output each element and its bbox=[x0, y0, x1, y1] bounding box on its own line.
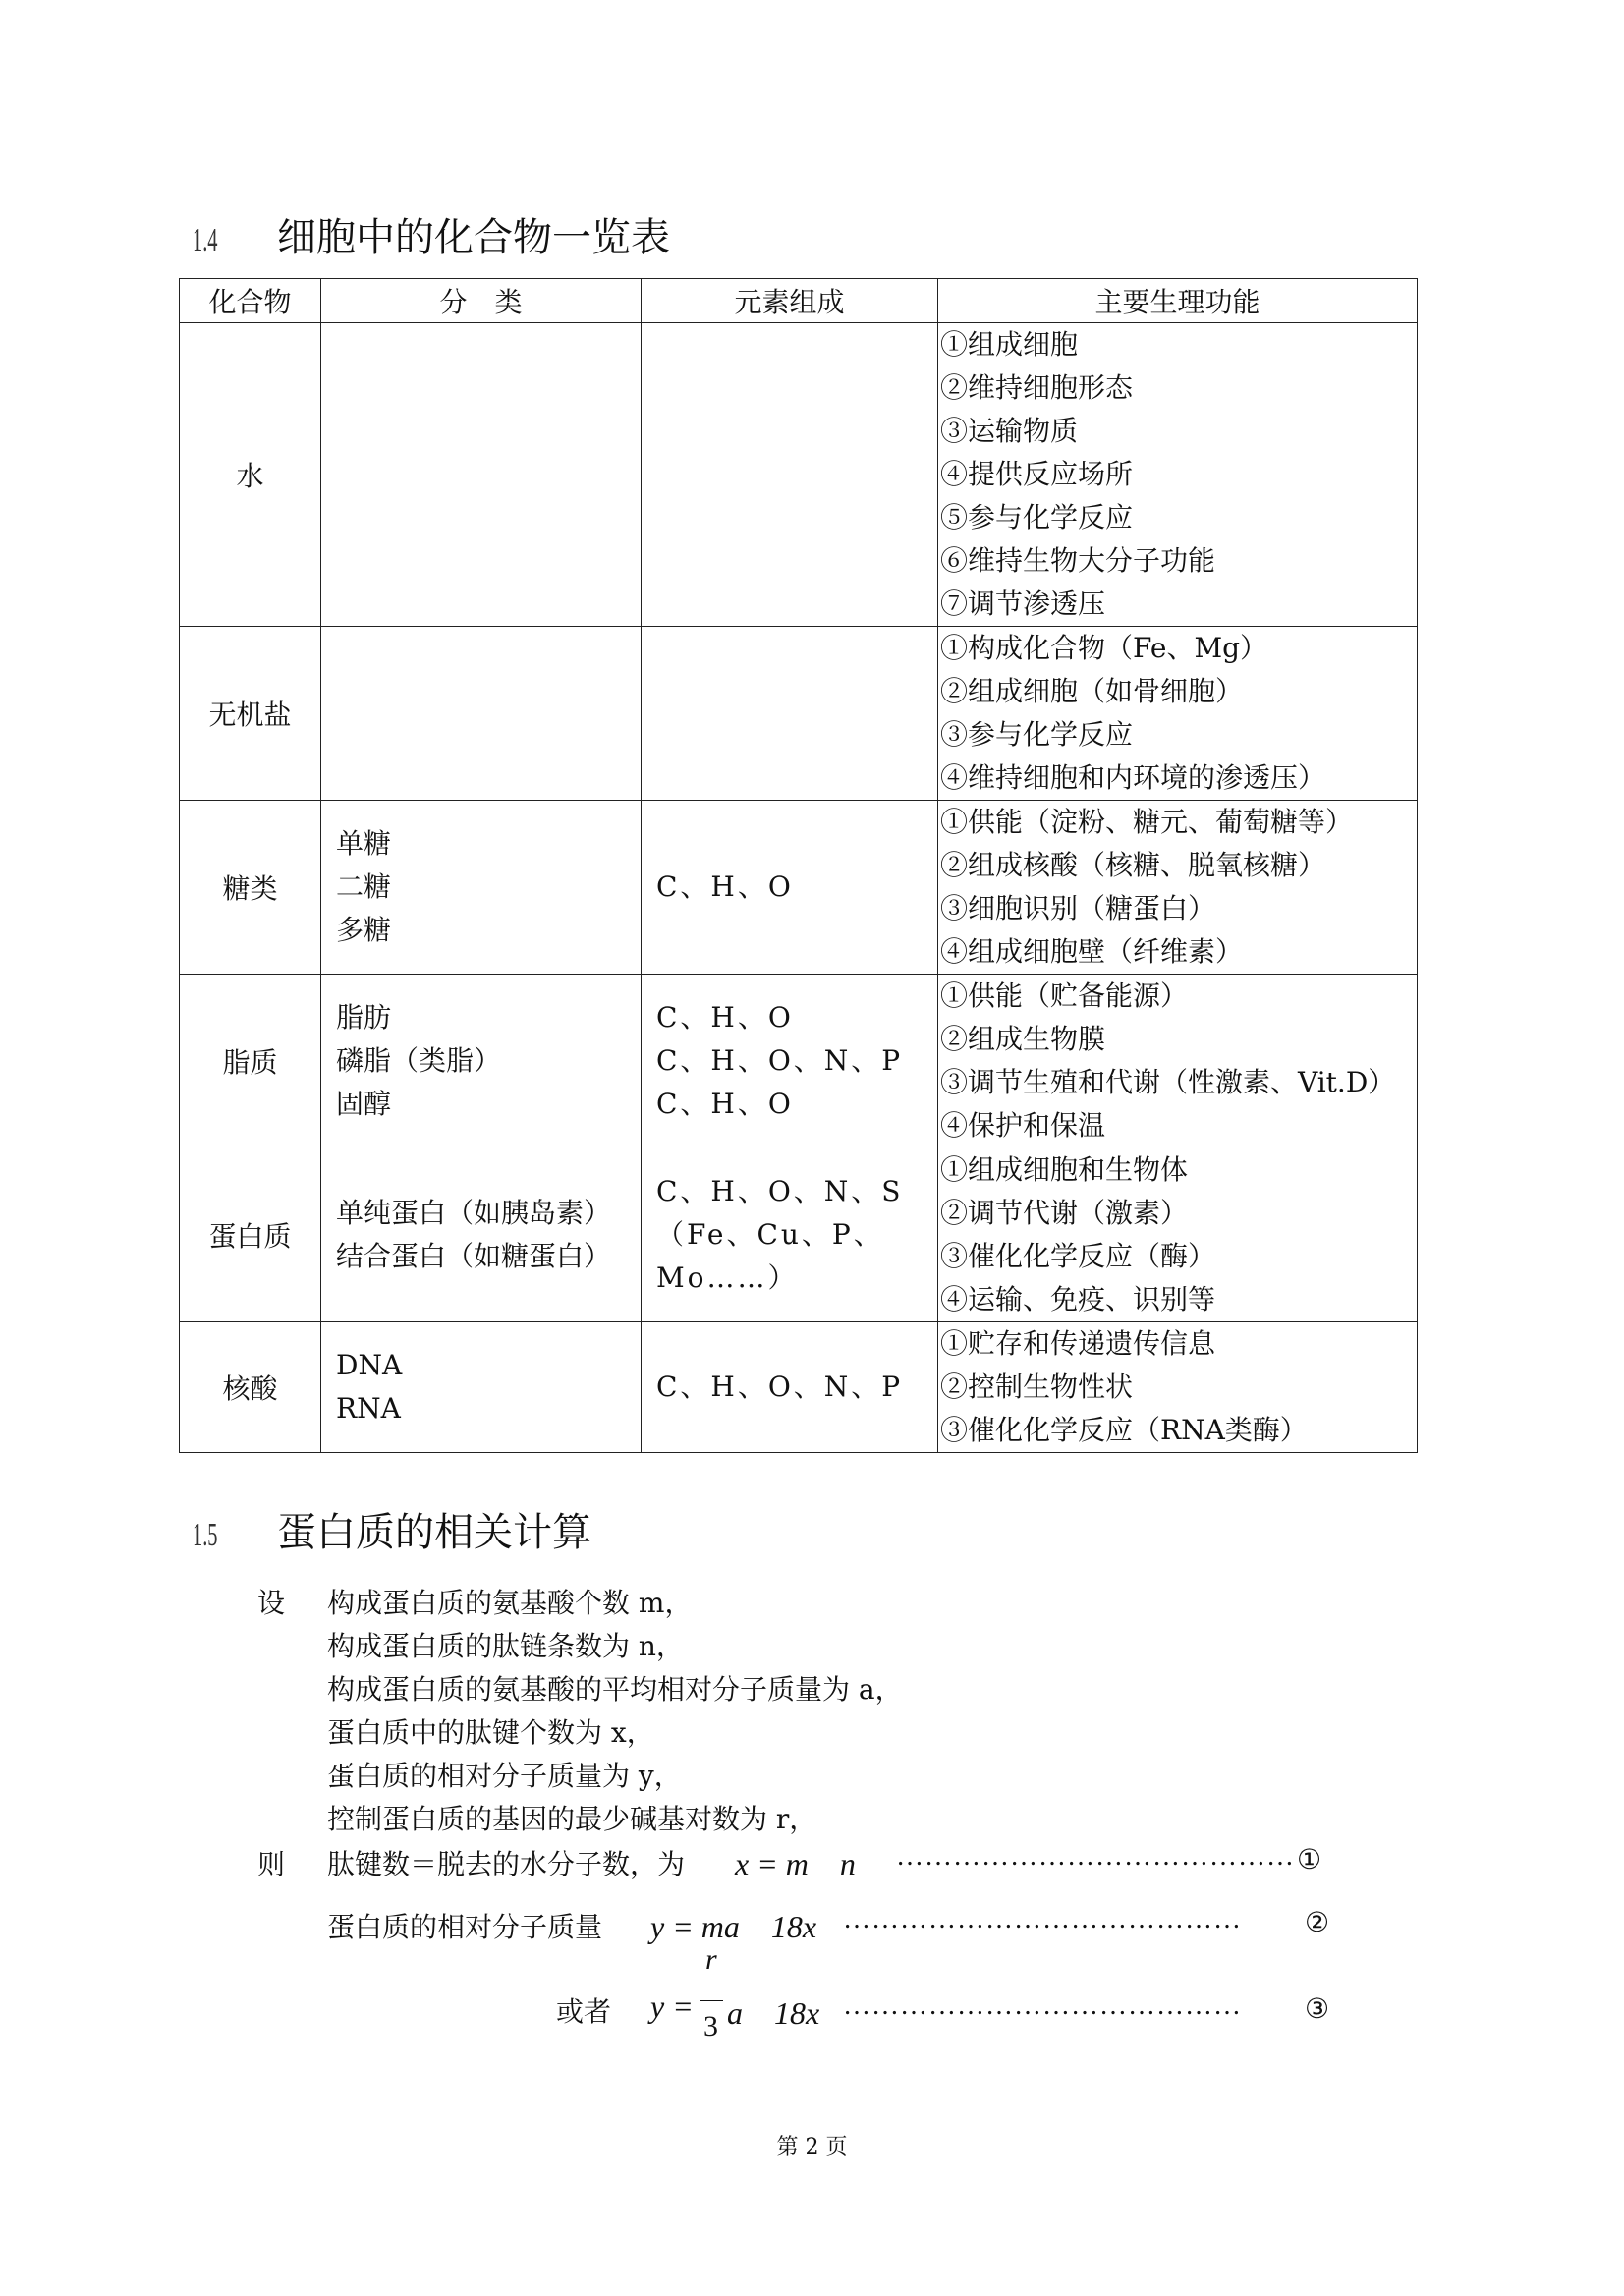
function-item: ②组成核酸（核糖、脱氧核糖） bbox=[940, 849, 1326, 881]
formula-3-rest: a 18x bbox=[727, 1995, 820, 2031]
function-item: ①供能（淀粉、糖元、葡萄糖等） bbox=[940, 806, 1354, 838]
function-item: ④组成细胞壁（纤维素） bbox=[940, 935, 1244, 968]
category-cell bbox=[321, 1322, 642, 1453]
table-row bbox=[180, 323, 1418, 627]
definition-line: 蛋白质的相对分子质量为 y， bbox=[327, 1760, 682, 1792]
function-item: ②控制生物性状 bbox=[940, 1371, 1134, 1403]
functions-cell bbox=[938, 1322, 1418, 1453]
section-title: 蛋白质的相关计算 bbox=[277, 1510, 591, 1555]
element-item: C、H、O bbox=[656, 1001, 794, 1034]
functions-cell bbox=[938, 627, 1418, 801]
functions-cell bbox=[938, 323, 1418, 627]
definition-line: 构成蛋白质的肽链条数为 n， bbox=[327, 1630, 684, 1662]
compound-name: 水 bbox=[180, 323, 321, 627]
element-item: C、H、O、N、P bbox=[656, 1371, 904, 1403]
function-item: ①贮存和传递遗传信息 bbox=[940, 1327, 1216, 1360]
fraction-bar bbox=[700, 2000, 723, 2001]
category-item: 磷脂（类脂） bbox=[336, 1044, 502, 1077]
category-cell bbox=[321, 801, 642, 975]
formula-3-label: 或者 bbox=[556, 1995, 612, 2028]
element-item: Mo……） bbox=[656, 1261, 799, 1294]
function-item: ①供能（贮备能源） bbox=[940, 980, 1189, 1012]
category-item: 固醇 bbox=[336, 1088, 392, 1120]
table-row bbox=[180, 1148, 1418, 1322]
header-category: 分 类 bbox=[321, 279, 642, 323]
element-item: C、H、O bbox=[656, 870, 794, 903]
element-item: （Fe、Cu、P、 bbox=[656, 1218, 884, 1251]
function-item: ③运输物质 bbox=[940, 415, 1079, 447]
category-cell bbox=[321, 323, 642, 627]
function-item: ⑤参与化学反应 bbox=[940, 501, 1134, 533]
function-item: ⑦调节渗透压 bbox=[940, 588, 1106, 620]
function-item: ④保护和保温 bbox=[940, 1109, 1106, 1142]
definition-line: 控制蛋白质的基因的最少碱基对数为 r， bbox=[327, 1803, 817, 1835]
formula-2-label: 蛋白质的相对分子质量 bbox=[327, 1911, 603, 1943]
compound-name: 无机盐 bbox=[180, 627, 321, 801]
compound-name: 蛋白质 bbox=[180, 1148, 321, 1322]
elements-cell bbox=[642, 1148, 938, 1322]
definition-line: 构成蛋白质的氨基酸个数 m， bbox=[327, 1587, 693, 1619]
element-item: C、H、O、N、P bbox=[656, 1044, 904, 1077]
function-item: ③细胞识别（糖蛋白） bbox=[940, 892, 1216, 924]
formula-3-marker: ③ bbox=[1305, 1992, 1330, 2025]
let-word: 设 bbox=[257, 1587, 286, 1619]
element-item: C、H、O bbox=[656, 1088, 794, 1120]
elements-cell bbox=[642, 801, 938, 975]
functions-cell bbox=[938, 975, 1418, 1148]
function-item: ④提供反应场所 bbox=[940, 458, 1134, 490]
function-item: ③催化化学反应（RNA类酶） bbox=[940, 1414, 1308, 1446]
function-item: ②维持细胞形态 bbox=[940, 371, 1134, 404]
section-title: 细胞中的化合物一览表 bbox=[277, 215, 670, 260]
category-item: 二糖 bbox=[336, 870, 392, 903]
formula-3-leader-dots: …………………………………… bbox=[843, 1990, 1242, 2021]
section-number: 1.5 bbox=[193, 1517, 218, 1553]
function-item: ③参与化学反应 bbox=[940, 718, 1134, 751]
functions-cell bbox=[938, 1148, 1418, 1322]
formula-2-marker: ② bbox=[1305, 1906, 1330, 1938]
header-elements: 元素组成 bbox=[642, 279, 938, 323]
category-item: 脂肪 bbox=[336, 1001, 392, 1034]
table-row bbox=[180, 975, 1418, 1148]
header-compound: 化合物 bbox=[180, 279, 321, 323]
category-item: RNA bbox=[336, 1392, 401, 1425]
section-heading-1-5 bbox=[193, 1501, 591, 1557]
category-cell bbox=[321, 627, 642, 801]
formula-3-lhs: y = bbox=[650, 1988, 694, 2024]
function-item: ②组成细胞（如骨细胞） bbox=[940, 675, 1244, 707]
category-item: 单纯蛋白（如胰岛素） bbox=[336, 1197, 612, 1229]
section-number: 1.4 bbox=[193, 222, 218, 258]
elements-cell bbox=[642, 975, 938, 1148]
formula-1-marker: ① bbox=[1297, 1843, 1322, 1876]
formula-1-leader-dots: …………………………………… bbox=[896, 1841, 1295, 1872]
compound-name: 糖类 bbox=[180, 801, 321, 975]
function-item: ④维持细胞和内环境的渗透压） bbox=[940, 761, 1326, 794]
formula-2-expression: y = ma 18x bbox=[650, 1909, 817, 1944]
function-item: ①构成化合物（Fe、Mg） bbox=[940, 632, 1268, 664]
section-heading-1-4 bbox=[193, 206, 670, 262]
category-item: DNA bbox=[336, 1349, 403, 1381]
elements-cell bbox=[642, 627, 938, 801]
function-item: ⑥维持生物大分子功能 bbox=[940, 544, 1216, 577]
category-item: 结合蛋白（如糖蛋白） bbox=[336, 1240, 612, 1272]
function-item: ②调节代谢（激素） bbox=[940, 1197, 1189, 1229]
compound-table bbox=[179, 278, 1418, 1453]
formula-1-label: 肽键数＝脱去的水分子数，为 bbox=[327, 1848, 686, 1880]
category-item: 单糖 bbox=[336, 827, 392, 860]
category-cell bbox=[321, 975, 642, 1148]
definition-line: 构成蛋白质的氨基酸的平均相对分子质量为 a， bbox=[327, 1673, 903, 1706]
formula-1-expression: x = m n bbox=[735, 1846, 856, 1881]
fraction-numerator: r bbox=[705, 1943, 717, 1976]
compound-name: 脂质 bbox=[180, 975, 321, 1148]
then-word: 则 bbox=[257, 1848, 286, 1880]
element-item: C、H、O、N、S bbox=[656, 1175, 904, 1207]
definition-line: 蛋白质中的肽键个数为 x， bbox=[327, 1716, 654, 1749]
page-footer: 第 2 页 bbox=[776, 2135, 848, 2159]
table-row bbox=[180, 1322, 1418, 1453]
function-item: ①组成细胞 bbox=[940, 328, 1079, 361]
category-cell bbox=[321, 1148, 642, 1322]
function-item: ②组成生物膜 bbox=[940, 1023, 1106, 1055]
function-item: ④运输、免疫、识别等 bbox=[940, 1283, 1216, 1316]
fraction-denominator: 3 bbox=[703, 2010, 718, 2043]
table-row bbox=[180, 801, 1418, 975]
table-header-row bbox=[180, 279, 1418, 323]
category-item: 多糖 bbox=[336, 914, 392, 946]
functions-cell bbox=[938, 801, 1418, 975]
formula-2-leader-dots: …………………………………… bbox=[843, 1904, 1242, 1934]
header-functions: 主要生理功能 bbox=[938, 279, 1418, 323]
elements-cell bbox=[642, 323, 938, 627]
function-item: ③调节生殖和代谢（性激素、Vit.D） bbox=[940, 1066, 1396, 1098]
function-item: ③催化化学反应（酶） bbox=[940, 1240, 1216, 1272]
function-item: ①组成细胞和生物体 bbox=[940, 1153, 1189, 1186]
compound-name: 核酸 bbox=[180, 1322, 321, 1453]
elements-cell bbox=[642, 1322, 938, 1453]
table-row bbox=[180, 627, 1418, 801]
